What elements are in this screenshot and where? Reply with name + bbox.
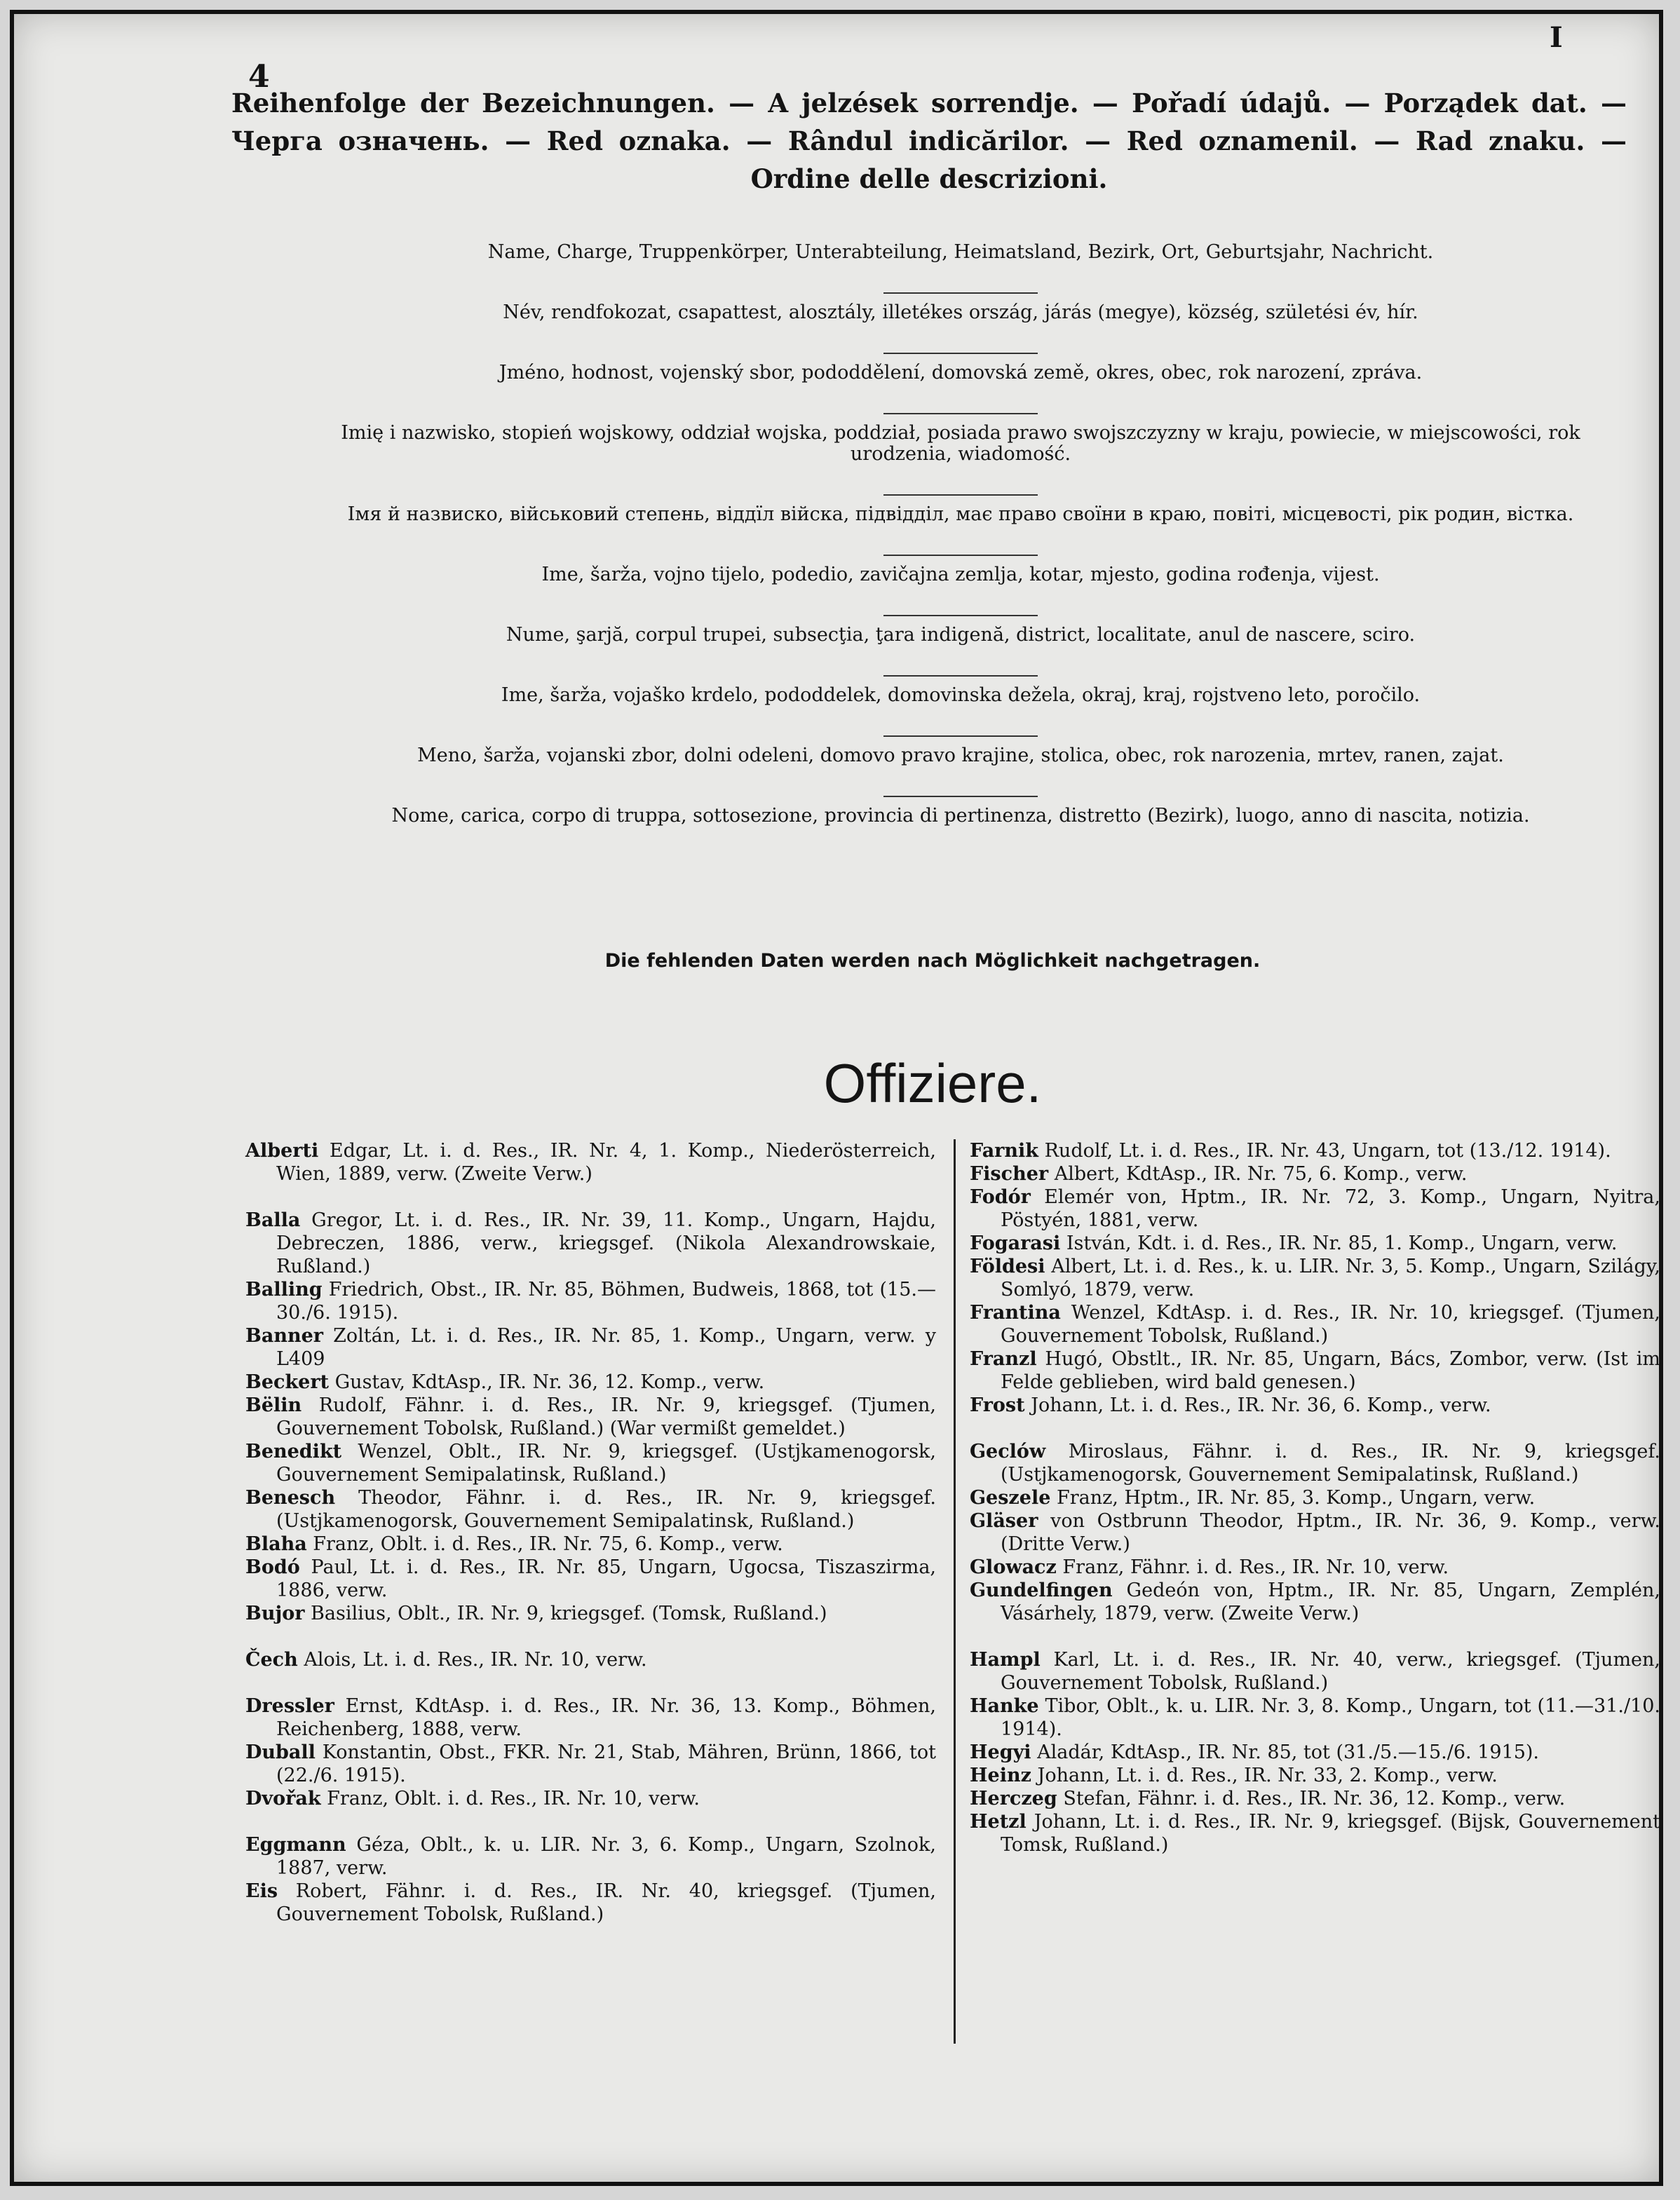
officer-details: Franz, Oblt. i. d. Res., IR. Nr. 10, verw. <box>320 1788 700 1809</box>
officer-surname: Blaha <box>245 1533 307 1555</box>
divider-rule <box>883 413 1038 414</box>
officer-entry <box>970 1255 1660 1301</box>
officer-entry <box>245 1880 936 1926</box>
officer-details: Franz, Oblt. i. d. Res., IR. Nr. 75, 6. Komp., verw. <box>306 1533 783 1555</box>
officer-entry <box>970 1741 1660 1764</box>
officer-entry <box>970 1139 1660 1162</box>
field-order-list <box>294 242 1627 866</box>
officer-details: Zoltán, Lt. i. d. Res., IR. Nr. 85, 1. Komp., Ungarn, verw. y L409 <box>276 1325 936 1370</box>
officer-entry <box>970 1764 1660 1787</box>
officer-surname: Eis <box>245 1880 278 1902</box>
officer-details: Wenzel, Oblt., IR. Nr. 9, kriegsgef. (Ustjkamenogorsk, Gouvernement Semipalatinsk, Rußland.) <box>276 1441 936 1486</box>
officer-surname: Farnik <box>970 1140 1039 1162</box>
officer-entry <box>970 1787 1660 1810</box>
officer-details: von Ostbrunn Theodor, Hptm., IR. Nr. 36, 9. Komp., verw. (Dritte Verw.) <box>1001 1510 1660 1555</box>
field-order-german <box>294 242 1627 302</box>
officer-details: Géza, Oblt., k. u. LIR. Nr. 3, 6. Komp., Ungarn, Szolnok, 1887, verw. <box>276 1834 936 1879</box>
header-line-2: Черга означень. — Red oznaka. — Rândul indicărilor. — Red oznamenil. — Rad znaku. — <box>231 125 1627 156</box>
officer-entry <box>245 1440 936 1486</box>
officer-entry <box>970 1648 1660 1695</box>
edge-mark: I <box>1550 21 1563 54</box>
officer-entry <box>970 1509 1660 1556</box>
officer-surname: Balling <box>245 1279 323 1301</box>
officer-surname: Geclów <box>970 1441 1046 1462</box>
officer-details: Wenzel, KdtAsp. i. d. Res., IR. Nr. 10, kriegsgef. (Tjumen, Gouvernement Tobolsk, Rußland.) <box>1001 1302 1660 1347</box>
officer-entry <box>245 1278 936 1324</box>
officer-details: Gustav, KdtAsp., IR. Nr. 36, 12. Komp., verw. <box>329 1371 765 1393</box>
divider-rule <box>883 735 1038 737</box>
officer-entry <box>245 1741 936 1787</box>
officer-entry <box>970 1394 1660 1417</box>
officer-details: Tibor, Oblt., k. u. LIR. Nr. 3, 8. Komp., Ungarn, tot (11.—31./10. 1914). <box>1001 1695 1660 1740</box>
field-order-hungarian <box>294 302 1627 362</box>
officer-details: Theodor, Fähnr. i. d. Res., IR. Nr. 9, kriegsgef. (Ustjkamenogorsk, Gouvernement Semipalatinsk, Rußland.) <box>276 1487 936 1532</box>
field-order-text: Imię i nazwisko, stopień wojskowy, oddział wojska, poddział, posiada prawo swojszczyzny w kraju, powiecie, w miejscowości, rok urodzenia, wiadomość. <box>341 422 1580 465</box>
entry-gap <box>970 1625 1660 1648</box>
officer-details: Robert, Fähnr. i. d. Res., IR. Nr. 40, kriegsgef. (Tjumen, Gouvernement Tobolsk, Rußland.) <box>276 1880 936 1925</box>
officer-entry <box>970 1186 1660 1232</box>
officer-entry <box>245 1556 936 1602</box>
field-order-slovak <box>294 745 1627 806</box>
officer-details: Elemér von, Hptm., IR. Nr. 72, 3. Komp., Ungarn, Nyitra, Pöstyén, 1881, verw. <box>1001 1186 1660 1231</box>
officer-surname: Glowacz <box>970 1556 1057 1578</box>
officer-entry <box>970 1695 1660 1741</box>
field-order-ruthenian <box>294 504 1627 564</box>
officer-entry <box>970 1162 1660 1186</box>
header-line-1: Reihenfolge der Bezeichnungen. — A jelzések sorrendje. — Pořadí údajů. — Porządek dat. — <box>231 88 1627 118</box>
entry-gap <box>245 1625 936 1648</box>
officer-surname: Dressler <box>245 1695 334 1717</box>
officer-details: Albert, Lt. i. d. Res., k. u. LIR. Nr. 3, 5. Komp., Ungarn, Szilágy, Somlyó, 1879, verw. <box>1001 1256 1660 1301</box>
officer-surname: Eggmann <box>245 1834 346 1856</box>
officer-surname: Földesi <box>970 1256 1045 1277</box>
divider-rule <box>883 494 1038 496</box>
field-order-croatian <box>294 564 1627 625</box>
officer-entry <box>245 1833 936 1880</box>
officer-details: Albert, KdtAsp., IR. Nr. 75, 6. Komp., verw. <box>1048 1163 1468 1185</box>
officer-surname: Franzl <box>970 1348 1037 1370</box>
header-line-3: Ordine delle descrizioni. <box>750 163 1108 194</box>
officer-details: Edgar, Lt. i. d. Res., IR. Nr. 4, 1. Komp., Niederösterreich, Wien, 1889, verw. (Zweite Verw.) <box>276 1140 936 1185</box>
officer-entry <box>970 1810 1660 1856</box>
field-order-text: Meno, šarža, vojanski zbor, dolni odeleni, domovo pravo krajine, stolica, obec, rok narozenia, mrtev, ranen, zajat. <box>417 745 1504 766</box>
officer-entry <box>245 1324 936 1371</box>
officer-surname: Heinz <box>970 1765 1031 1786</box>
officer-surname: Gläser <box>970 1510 1038 1532</box>
divider-rule <box>883 675 1038 677</box>
officer-surname: Hanke <box>970 1695 1039 1717</box>
officer-details: Franz, Fähnr. i. d. Res., IR. Nr. 10, verw. <box>1056 1556 1449 1578</box>
officer-details: Gregor, Lt. i. d. Res., IR. Nr. 39, 11. Komp., Ungarn, Hajdu, Debreczen, 1886, verw., kriegsgef. (Nikola Alexandrowskaie, Rußland.) <box>276 1209 936 1277</box>
entry-gap <box>245 1671 936 1695</box>
entries-left-column <box>245 1139 936 1926</box>
officer-entry <box>970 1347 1660 1394</box>
officer-surname: Beckert <box>245 1371 330 1393</box>
officer-surname: Geszele <box>970 1487 1051 1509</box>
officer-details: Ernst, KdtAsp. i. d. Res., IR. Nr. 36, 13. Komp., Böhmen, Reichenberg, 1888, verw. <box>276 1695 936 1740</box>
officer-details: Miroslaus, Fähnr. i. d. Res., IR. Nr. 9, kriegsgef. (Ustjkamenogorsk, Gouvernement Semipalatinsk, Rußland.) <box>1001 1441 1660 1486</box>
divider-rule <box>883 796 1038 797</box>
page-number: 4 <box>248 59 270 95</box>
officer-entry <box>245 1695 936 1741</box>
officer-surname: Čech <box>245 1649 298 1671</box>
officer-surname: Hetzl <box>970 1811 1027 1833</box>
officer-surname: Duball <box>245 1741 316 1763</box>
officer-entry <box>245 1602 936 1625</box>
entry-gap <box>245 1810 936 1833</box>
field-order-text: Nume, şarjă, corpul trupei, subsecţia, ţara indigenă, district, localitate, anul de nascere, sciro. <box>506 624 1416 646</box>
officer-details: Johann, Lt. i. d. Res., IR. Nr. 36, 6. Komp., verw. <box>1024 1394 1491 1416</box>
officer-entry <box>245 1648 936 1671</box>
officer-surname: Dvořak <box>245 1788 321 1809</box>
officer-surname: Bodó <box>245 1556 300 1578</box>
officer-surname: Fogarasi <box>970 1233 1061 1254</box>
officer-details: Johann, Lt. i. d. Res., IR. Nr. 33, 2. Komp., verw. <box>1031 1765 1498 1786</box>
officer-entry <box>970 1556 1660 1579</box>
officer-details: Rudolf, Fähnr. i. d. Res., IR. Nr. 9, kriegsgef. (Tjumen, Gouvernement Tobolsk, Rußland.) (War vermißt gemeldet.) <box>276 1394 936 1439</box>
column-divider <box>954 1139 956 2044</box>
officer-entry <box>245 1787 936 1810</box>
field-order-italian <box>294 806 1627 866</box>
entry-gap <box>245 1186 936 1209</box>
divider-rule <box>883 555 1038 556</box>
divider-rule <box>883 292 1038 294</box>
officer-surname: Alberti <box>245 1140 319 1162</box>
officer-entry <box>970 1579 1660 1625</box>
officer-details: Paul, Lt. i. d. Res., IR. Nr. 85, Ungarn, Ugocsa, Tiszaszirma, 1886, verw. <box>276 1556 936 1601</box>
officer-details: Friedrich, Obst., IR. Nr. 85, Böhmen, Budweis, 1868, tot (15.—30./6. 1915). <box>276 1279 936 1324</box>
officer-details: Aladár, KdtAsp., IR. Nr. 85, tot (31./5.—15./6. 1915). <box>1031 1741 1539 1763</box>
officer-details: Johann, Lt. i. d. Res., IR. Nr. 9, kriegsgef. (Bijsk, Gouvernement Tomsk, Rußland.) <box>1001 1811 1660 1856</box>
officer-surname: Hampl <box>970 1649 1041 1671</box>
officer-entry <box>970 1440 1660 1486</box>
officer-entry <box>245 1209 936 1278</box>
officer-details: Konstantin, Obst., FKR. Nr. 21, Stab, Mähren, Brünn, 1866, tot (22./6. 1915). <box>276 1741 936 1786</box>
officer-surname: Bujor <box>245 1603 305 1624</box>
officer-surname: Frantina <box>970 1302 1061 1324</box>
officer-entry <box>970 1301 1660 1347</box>
missing-data-notice: Die fehlenden Daten werden nach Möglichkeit nachgetragen. <box>604 950 1261 972</box>
officer-surname: Balla <box>245 1209 301 1231</box>
field-order-slovenian <box>294 685 1627 745</box>
entry-gap <box>970 1417 1660 1440</box>
officer-surname: Frost <box>970 1394 1025 1416</box>
officer-details: István, Kdt. i. d. Res., IR. Nr. 85, 1. Komp., Ungarn, verw. <box>1060 1233 1618 1254</box>
divider-rule <box>883 353 1038 354</box>
officer-surname: Herczeg <box>970 1788 1057 1809</box>
officer-surname: Fischer <box>970 1163 1049 1185</box>
officer-entry <box>245 1139 936 1186</box>
officer-entry <box>245 1486 936 1533</box>
section-title: Offiziere. <box>823 1052 1042 1114</box>
officer-surname: Hegyi <box>970 1741 1031 1763</box>
officer-details: Karl, Lt. i. d. Res., IR. Nr. 40, verw., kriegsgef. (Tjumen, Gouvernement Tobolsk, Rußland.) <box>1001 1649 1660 1694</box>
field-order-text: Ime, šarža, vojaško krdelo, pododdelek, domovinska dežela, okraj, kraj, rojstveno leto, poročilo. <box>501 684 1421 706</box>
officer-entry <box>970 1486 1660 1509</box>
officer-entry <box>245 1533 936 1556</box>
field-order-text: Név, rendfokozat, csapattest, alosztály, illetékes ország, járás (megye), község, születési év, hír. <box>503 301 1418 323</box>
officer-surname: Benesch <box>245 1487 336 1509</box>
officer-details: Franz, Hptm., IR. Nr. 85, 3. Komp., Ungarn, verw. <box>1050 1487 1536 1509</box>
field-order-text: Jméno, hodnost, vojenský sbor, pododdělení, domovská země, okres, obec, rok narození, zpráva. <box>499 362 1423 383</box>
officer-entry <box>245 1371 936 1394</box>
divider-rule <box>883 615 1038 616</box>
officer-details: Rudolf, Lt. i. d. Res., IR. Nr. 43, Ungarn, tot (13./12. 1914). <box>1038 1140 1611 1162</box>
officer-surname: Banner <box>245 1325 323 1347</box>
officer-details: Hugó, Obstlt., IR. Nr. 85, Ungarn, Bács, Zombor, verw. (Ist im Felde geblieben, wird bald genesen.) <box>1001 1348 1660 1393</box>
officer-surname: Bëlin <box>245 1394 302 1416</box>
officer-details: Basilius, Oblt., IR. Nr. 9, kriegsgef. (Tomsk, Rußland.) <box>304 1603 827 1624</box>
field-order-text: Імя й назвиско, військовий степень, віддїл війска, підвідділ, має право своїни в краю, повіті, місцевості, рік родин, вістка. <box>347 503 1574 525</box>
officer-details: Stefan, Fähnr. i. d. Res., IR. Nr. 36, 12. Komp., verw. <box>1057 1788 1566 1809</box>
header-titles <box>231 84 1627 198</box>
field-order-text: Nome, carica, corpo di truppa, sottosezione, provincia di pertinenza, distretto (Bezirk), luogo, anno di nascita, notizia. <box>391 805 1530 827</box>
officer-entry <box>970 1232 1660 1255</box>
officer-surname: Fodór <box>970 1186 1031 1208</box>
field-order-polish <box>294 423 1627 504</box>
officer-surname: Benedikt <box>245 1441 342 1462</box>
officer-details: Gedeón von, Hptm., IR. Nr. 85, Ungarn, Zemplén, Vásárhely, 1879, verw. (Zweite Verw.) <box>1001 1580 1660 1624</box>
field-order-romanian <box>294 625 1627 685</box>
field-order-czech <box>294 362 1627 423</box>
officer-details: Alois, Lt. i. d. Res., IR. Nr. 10, verw. <box>297 1649 647 1671</box>
entries-right-column <box>970 1139 1660 1856</box>
officer-surname: Gundelfingen <box>970 1580 1113 1601</box>
field-order-text: Ime, šarža, vojno tijelo, podedio, zavičajna zemlja, kotar, mjesto, godina rođenja, vijest. <box>541 564 1380 585</box>
field-order-text: Name, Charge, Truppenkörper, Unterabteilung, Heimatsland, Bezirk, Ort, Geburtsjahr, Nachricht. <box>487 241 1434 263</box>
officer-entry <box>245 1394 936 1440</box>
